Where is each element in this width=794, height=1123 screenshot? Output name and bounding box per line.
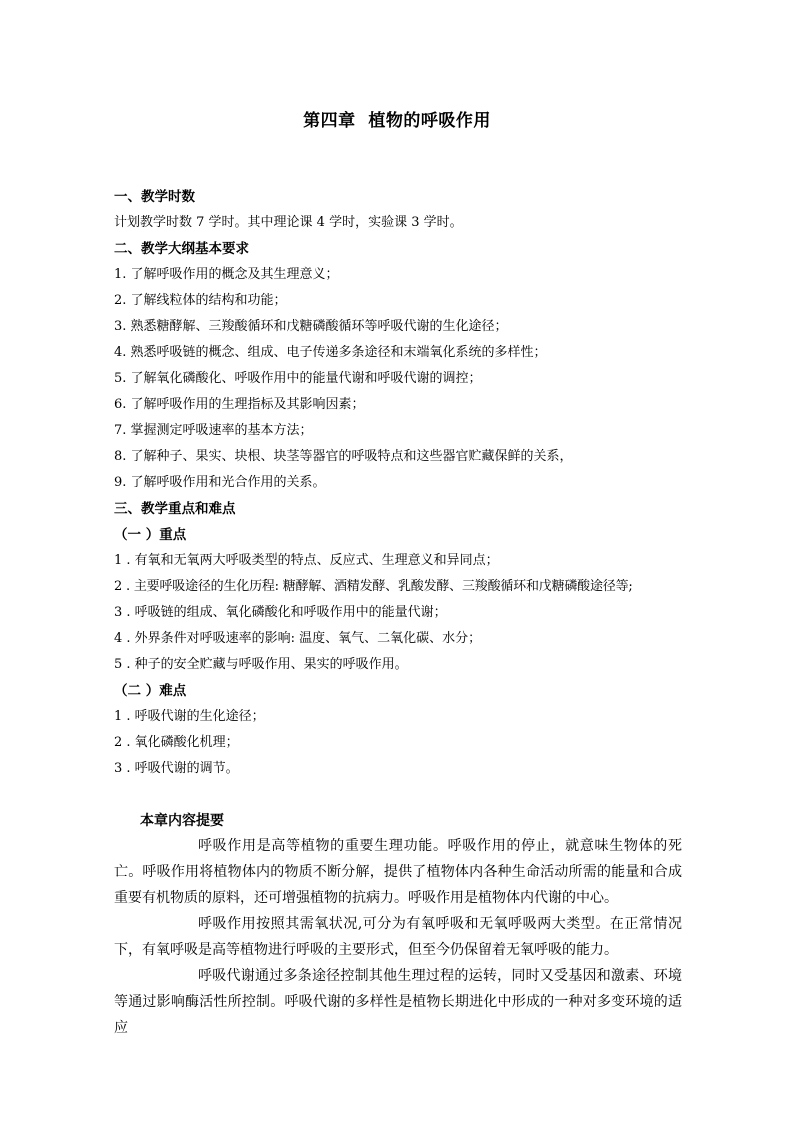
- outline-item: 2. 了解线粒体的结构和功能；: [114, 293, 287, 308]
- difficult-item: 1 . 呼吸代谢的生化途径；: [114, 709, 265, 724]
- outline-item: 1. 了解呼吸作用的概念及其生理意义；: [114, 267, 339, 282]
- summary-heading: 本章内容提要: [140, 813, 224, 829]
- difficult-item: 2 . 氧化磷酸化机理；: [114, 735, 239, 750]
- key-item: 1 . 有氧和无氧两大呼吸类型的特点、反应式、生理意义和异同点；: [114, 553, 499, 568]
- key-item: 4 . 外界条件对呼吸速率的影响: 温度、氧气、二氧化碳、水分；: [114, 631, 482, 646]
- outline-item: 9. 了解呼吸作用和光合作用的关系。: [114, 475, 326, 490]
- summary-paragraph: 呼吸作用按照其需氧状况,可分为有氧呼吸和无氧呼吸两大类型。在正常情况下，有氧呼吸是高等植物进行呼吸的主要形式，但至今仍保留着无氧呼吸的能力。: [114, 916, 682, 958]
- key-item: 5 . 种子的安全贮藏与呼吸作用、果实的呼吸作用。: [114, 657, 408, 672]
- outline-item: 4. 熟悉呼吸链的概念、组成、电子传递多条途径和末端氧化系统的多样性；: [114, 345, 547, 360]
- outline-item: 6. 了解呼吸作用的生理指标及其影响因素；: [114, 397, 365, 412]
- section-heading-hours: 一、教学时数: [114, 189, 195, 205]
- chapter-title: 第四章 植物的呼吸作用: [303, 111, 491, 131]
- hours-text: 计划教学时数 7 学时。其中理论课 4 学时，实验课 3 学时。: [114, 215, 463, 230]
- summary-paragraph: 呼吸代谢通过多条途径控制其他生理过程的运转，同时又受基因和激素、环境等通过影响酶活性所控制。呼吸代谢的多样性是植物长期进化中形成的一种对多变环境的适应: [114, 968, 682, 1036]
- outline-item: 7. 掌握测定呼吸速率的基本方法；: [114, 423, 313, 438]
- outline-item: 5. 了解氧化磷酸化、呼吸作用中的能量代谢和呼吸代谢的调控；: [114, 371, 482, 386]
- subheading-key-points: （一 ）重点: [114, 527, 187, 543]
- section-heading-outline: 二、教学大纲基本要求: [114, 241, 249, 257]
- outline-item: 8. 了解种子、果实、块根、块茎等器官的呼吸特点和这些器官贮藏保鲜的关系，: [114, 449, 573, 464]
- summary-paragraph: 呼吸作用是高等植物的重要生理功能。呼吸作用的停止，就意味生物体的死亡。呼吸作用将植物体内的物质不断分解，提供了植物体内各种生命活动所需的能量和合成重要有机物质的原料，还可增强植物的抗病力。呼吸作用是植物体内代谢的中心。: [114, 838, 682, 906]
- outline-item: 3. 熟悉糖酵解、三羧酸循环和戊糖磷酸循环等呼吸代谢的生化途径；: [114, 319, 508, 334]
- key-item: 2 . 主要呼吸途径的生化历程: 糖酵解、酒精发酵、乳酸发酵、三羧酸循环和戊糖磷酸途径等;: [114, 579, 633, 594]
- difficult-item: 3 . 呼吸代谢的调节。: [114, 761, 239, 776]
- key-item: 3 . 呼吸链的组成、氧化磷酸化和呼吸作用中的能量代谢；: [114, 605, 447, 620]
- subheading-difficult-points: （二 ）难点: [114, 683, 187, 699]
- section-heading-key: 三、教学重点和难点: [114, 501, 236, 517]
